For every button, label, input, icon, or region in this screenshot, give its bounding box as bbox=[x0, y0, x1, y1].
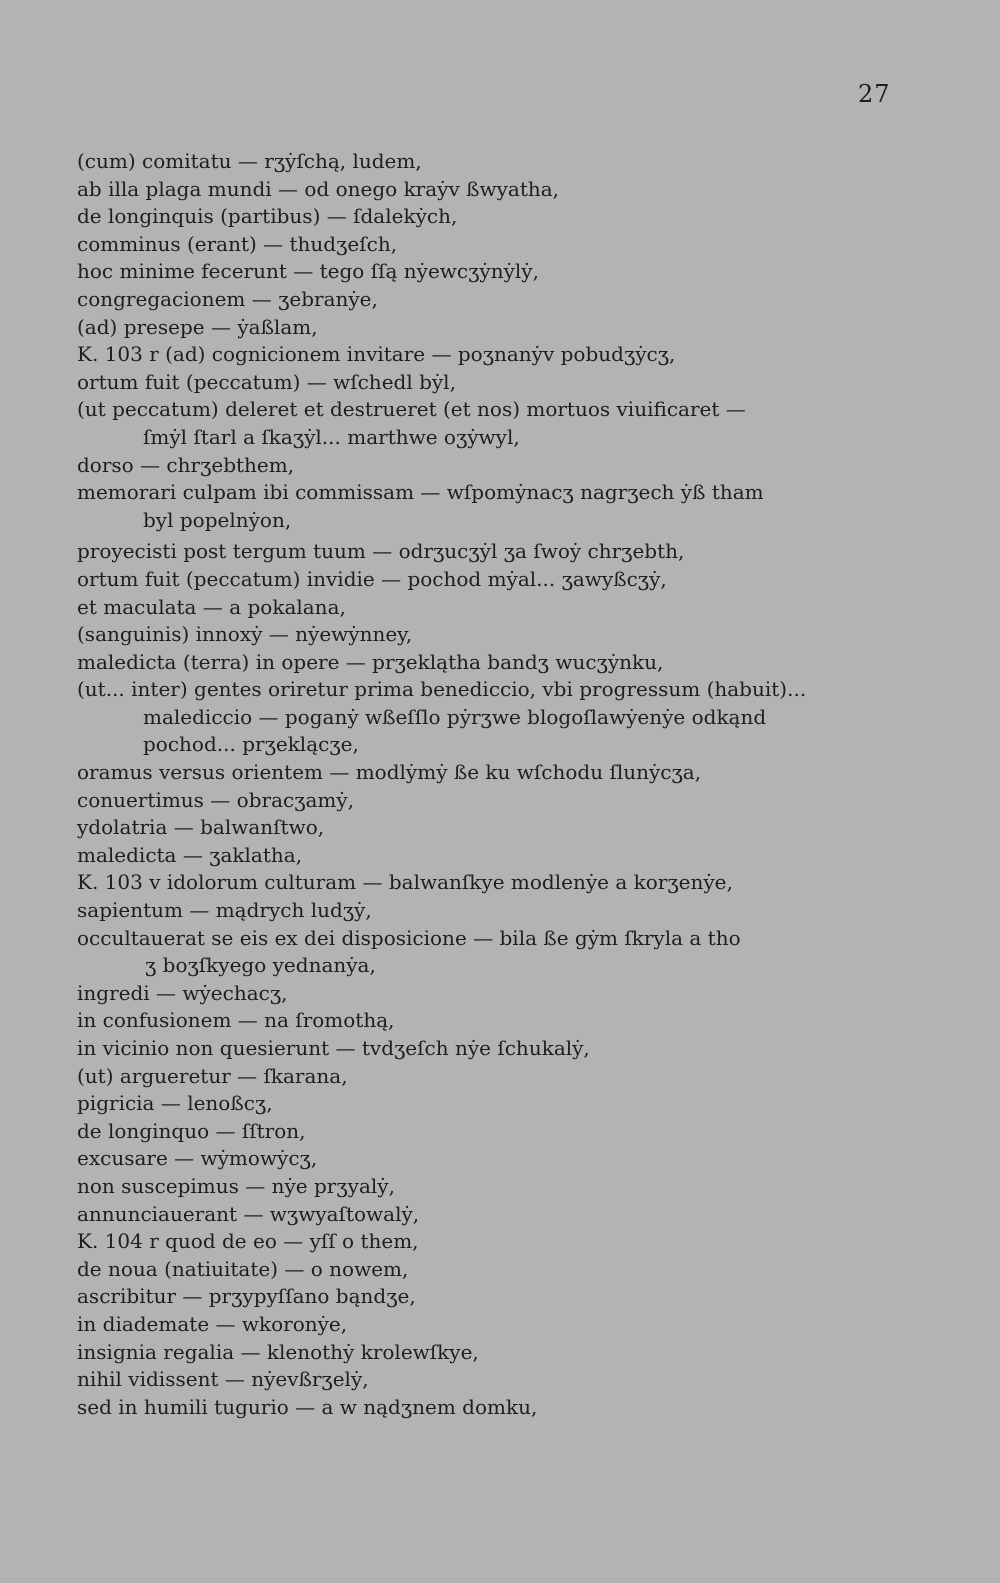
text-line: maledicta (terra) in opere — prʒeklątha bandʒ wucʒẏnku, bbox=[77, 649, 664, 674]
text-line: (cum) comitatu — rʒẏſchą, ludem, bbox=[77, 149, 422, 173]
text-line: excusare — wẏmowẏcʒ, bbox=[77, 1146, 318, 1171]
text-line: (ut) argueretur — ſkarana, bbox=[77, 1063, 348, 1088]
text-line: ascribitur — prʒypyſſano bąndʒe, bbox=[77, 1284, 416, 1309]
text-line-continuation: ʒ boʒſkyego yednanẏa, bbox=[145, 953, 376, 978]
text-line: K. 104 r quod de eo — yſſ o them, bbox=[77, 1229, 419, 1254]
text-line: annunciauerant — wʒwyaſtowalẏ, bbox=[77, 1201, 420, 1226]
text-line: de noua (natiuitate) — o nowem, bbox=[77, 1256, 409, 1281]
text-line: ab illa plaga mundi — od onego kraẏv ßwyatha, bbox=[77, 176, 560, 201]
text-line-continuation: byl popelnẏon, bbox=[143, 507, 292, 532]
text-line: occultauerat se eis ex dei disposicione — bila ße gẏm ſkryla a tho bbox=[77, 925, 741, 950]
text-line: maledicta — ʒaklatha, bbox=[77, 842, 303, 867]
text-line: comminus (erant) — thudʒeſch, bbox=[77, 231, 398, 256]
text-line: (ut... inter) gentes oriretur prima benediccio, vbi progressum (habuit)... bbox=[77, 677, 807, 702]
text-line: in vicinio non quesierunt — tvdʒeſch nẏe ſchukalẏ, bbox=[77, 1036, 590, 1060]
text-line: ortum fuit (peccatum) invidie — pochod mẏal... ʒawyßcʒẏ, bbox=[77, 566, 667, 591]
text-line: (ad) presepe — ẏaßlam, bbox=[77, 314, 318, 339]
text-line: in diademate — wkoronẏe, bbox=[77, 1311, 348, 1336]
text-line: proyecisti post tergum tuum — odrʒucʒẏl ʒa ſwoẏ chrʒebth, bbox=[77, 539, 685, 564]
glossary-text bbox=[77, 148, 907, 1421]
text-line: K. 103 r (ad) cognicionem invitare — poʒnanẏv pobudʒẏcʒ, bbox=[77, 342, 676, 367]
text-line: (sanguinis) innoxẏ — nẏewẏnney, bbox=[77, 622, 413, 647]
text-line: conuertimus — obracʒamẏ, bbox=[77, 787, 355, 812]
text-line: non suscepimus — nẏe prʒyalẏ, bbox=[77, 1173, 395, 1198]
text-line: de longinquis (partibus) — ſdalekẏch, bbox=[77, 204, 458, 229]
text-line: hoc minime fecerunt — tego ſſą nẏewcʒẏnẏlẏ, bbox=[77, 259, 539, 284]
text-line-continuation: pochod... prʒeklącʒe, bbox=[143, 732, 359, 757]
text-line-continuation: ſmẏl ſtarl a ſkaʒẏl... marthwe oʒẏwyl, bbox=[143, 424, 520, 449]
text-line: oramus versus orientem — modlẏmẏ ße ku wſchodu ſlunẏcʒa, bbox=[77, 760, 702, 785]
text-line-continuation: malediccio — poganẏ wßeſſlo pẏrʒwe blogoſlawẏenẏe odkąnd bbox=[143, 704, 767, 729]
text-line: de longinquo — ſſtron, bbox=[77, 1118, 306, 1143]
text-line: congregacionem — ʒebranẏe, bbox=[77, 286, 378, 311]
text-line: sapientum — mądrych ludʒẏ, bbox=[77, 898, 372, 923]
text-line: insignia regalia — klenothẏ krolewſkye, bbox=[77, 1339, 479, 1364]
text-line: in confusionem — na ſromothą, bbox=[77, 1008, 395, 1033]
text-line: pigricia — lenoßcʒ, bbox=[77, 1091, 273, 1116]
text-line: ydolatria — balwanſtwo, bbox=[77, 815, 325, 840]
text-line: memorari culpam ibi commissam — wſpomẏnacʒ nagrʒech ẏß tham bbox=[77, 480, 764, 505]
page-number: 27 bbox=[858, 80, 891, 108]
text-line: et maculata — a pokalana, bbox=[77, 594, 346, 619]
text-line: ingredi — wẏechacʒ, bbox=[77, 980, 288, 1005]
text-line: K. 103 v idolorum culturam — balwanſkye modlenẏe a korʒenẏe, bbox=[77, 870, 733, 895]
text-line: sed in humili tugurio — a w nądʒnem domku, bbox=[77, 1394, 538, 1419]
text-line: dorso — chrʒebthem, bbox=[77, 452, 295, 477]
text-line: (ut peccatum) deleret et destrueret (et nos) mortuos viuificaret — bbox=[77, 397, 746, 422]
text-line: nihil vidissent — nẏevßrʒelẏ, bbox=[77, 1367, 369, 1392]
text-line: ortum fuit (peccatum) — wſchedl bẏl, bbox=[77, 369, 456, 394]
